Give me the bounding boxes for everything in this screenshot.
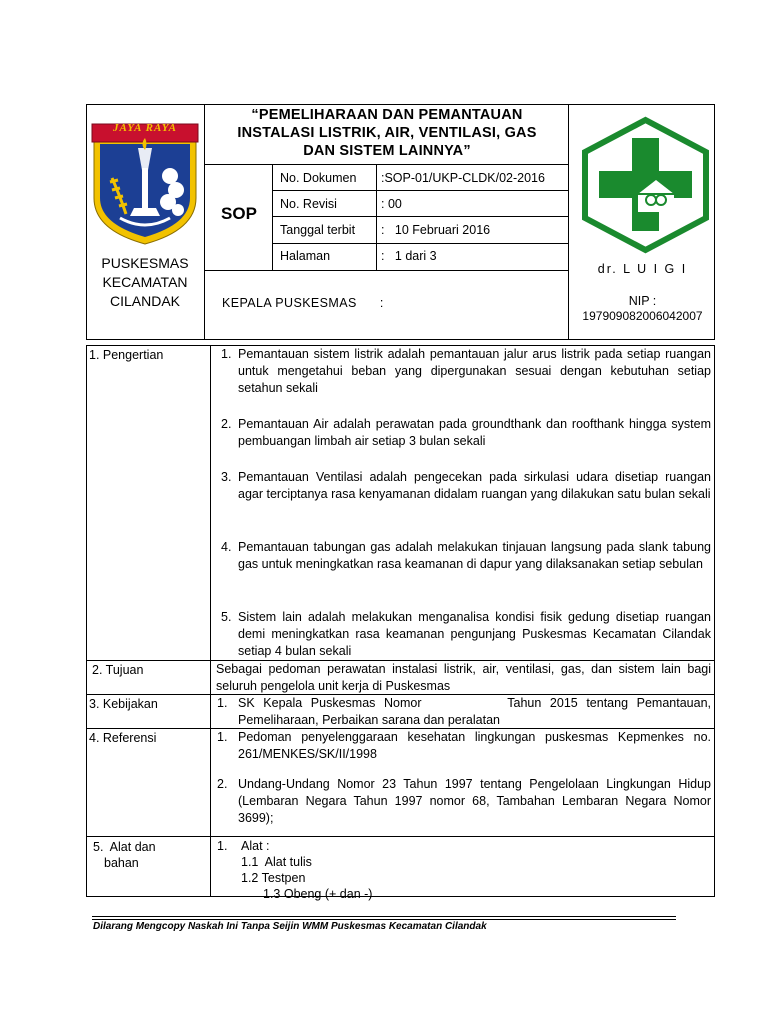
list-item-text: Pemantauan tabungan gas adalah melakukan tinjauan langsung pada slank tabung gas untuk meningkatkan rasa keamanan di dapur yang dilaksanakan setiap sebulan bbox=[238, 540, 711, 571]
issue-date-label: Tanggal terbit bbox=[280, 223, 356, 237]
list-item-number: 5. bbox=[221, 610, 232, 624]
list-item-number: 2. bbox=[221, 417, 232, 431]
alat-heading: Alat : bbox=[241, 839, 270, 853]
puskesmas-cross-logo bbox=[578, 116, 713, 254]
header-divider bbox=[272, 243, 568, 244]
title-line: “PEMELIHARAAN DAN PEMANTAUAN bbox=[251, 107, 523, 123]
logo-banner-text: JAYA RAYA bbox=[113, 122, 177, 134]
header-divider bbox=[272, 216, 568, 217]
list-item-text: Undang-Undang Nomor 23 Tahun 1997 tentang Pengelolaan Lingkungan Hidup (Lembaran Negara Tahun 1997 nomor 68, Tambahan Lembaran Negara Nomor 3699); bbox=[238, 777, 711, 825]
org-name-line: CILANDAK bbox=[109, 293, 181, 309]
section-label-alat: 5. Alat dan bbox=[93, 840, 156, 854]
head-of-puskesmas-label: KEPALA PUSKESMAS : bbox=[222, 296, 384, 310]
section-label-alat-bahan: bahan bbox=[104, 856, 139, 870]
list-item bbox=[217, 695, 715, 729]
list-item-number: 1. bbox=[217, 696, 228, 710]
list-item-text: Pemantauan Ventilasi adalah pengecekan pada sirkulasi udara disetiap ruangan agar terciptanya rasa kenyamanan didalam ruangan yang dilakukan satu bulan sekali bbox=[238, 470, 711, 501]
section-label-kebijakan: 3. Kebijakan bbox=[89, 697, 158, 711]
header-divider bbox=[204, 164, 568, 165]
org-name bbox=[86, 254, 204, 311]
document-title bbox=[206, 106, 568, 160]
alat-sub-item: 1.3 Obeng (+ dan -) bbox=[263, 887, 373, 901]
content-row-divider bbox=[86, 836, 715, 837]
revision-label: No. Revisi bbox=[280, 197, 337, 211]
section-label-pengertian: 1. Pengertian bbox=[89, 348, 164, 362]
nip-label: NIP : bbox=[628, 294, 657, 308]
nip-value: 197909082006042007 bbox=[582, 309, 703, 323]
section-label-tujuan: 2. Tujuan bbox=[92, 663, 144, 677]
list-item-text: Pemantauan sistem listrik adalah pemantauan jalur arus listrik pada setiap ruangan untuk mengetahui beban yang dipergunakan sesuai dengan kebutuhan setiap setahun sekali bbox=[238, 347, 711, 395]
sop-label: SOP bbox=[221, 204, 257, 223]
list-item bbox=[217, 729, 711, 763]
list-item bbox=[221, 469, 711, 503]
org-name-line: KECAMATAN bbox=[102, 274, 188, 290]
title-line: DAN SISTEM LAINNYA” bbox=[303, 143, 471, 159]
list-item bbox=[221, 416, 711, 450]
jaya-raya-emblem-logo bbox=[90, 118, 200, 246]
footer-rule bbox=[92, 916, 676, 917]
alat-heading-number: 1. bbox=[217, 839, 228, 853]
header-divider bbox=[272, 190, 568, 191]
list-item bbox=[217, 776, 711, 827]
page-label: Halaman bbox=[280, 249, 331, 263]
list-item-text: Pedoman penyelenggaraan kesehatan lingkungan puskesmas Kepmenkes no. 261/MENKES/SK/II/1998 bbox=[238, 730, 711, 761]
header-divider bbox=[376, 164, 377, 270]
header-divider bbox=[204, 104, 205, 340]
footer-disclaimer: Dilarang Mengcopy Naskah Ini Tanpa Seijin WMM Puskesmas Kecamatan Cilandak bbox=[93, 921, 487, 932]
list-item-number: 4. bbox=[221, 540, 232, 554]
header-divider bbox=[204, 270, 568, 271]
list-item bbox=[221, 539, 711, 573]
section-label-referensi: 4. Referensi bbox=[89, 731, 157, 745]
list-item-text: Pemantauan Air adalah perawatan pada groundthank dan roofthank hingga system pembuangan limbah air setiap 3 bulan sekali bbox=[238, 417, 711, 448]
revision-value: : 00 bbox=[381, 197, 402, 211]
header-divider bbox=[272, 164, 273, 270]
tujuan-text: Sebagai pedoman perawatan instalasi listrik, air, ventilasi, gas, dan sistem lain bagi seluruh pengelola unit kerja di Puskesmas bbox=[216, 662, 711, 693]
list-item-number: 3. bbox=[221, 470, 232, 484]
header-divider bbox=[568, 104, 569, 340]
signatory-name: dr. L U I G I bbox=[597, 262, 688, 276]
content-column-divider bbox=[210, 345, 211, 897]
alat-sub-item: 1.1 Alat tulis bbox=[241, 855, 312, 869]
list-item bbox=[221, 609, 711, 660]
list-item-number: 2. bbox=[217, 777, 228, 791]
footer-rule bbox=[92, 919, 676, 920]
doc-number-value: :SOP-01/UKP-CLDK/02-2016 bbox=[381, 171, 545, 185]
list-item-number: 1. bbox=[221, 347, 232, 361]
title-line: INSTALASI LISTRIK, AIR, VENTILASI, GAS bbox=[237, 125, 537, 141]
alat-sub-item: 1.2 Testpen bbox=[241, 871, 306, 885]
list-item-text: Sistem lain adalah melakukan menganalisa kondisi fisik gedung disetiap ruangan demi meningkatkan rasa keamanan pengunjang Puskesmas Kecamatan Cilandak setiap 4 bulan sekali bbox=[238, 610, 711, 658]
doc-number-label: No. Dokumen bbox=[280, 171, 357, 185]
page-value: : 1 dari 3 bbox=[381, 249, 437, 263]
list-item-text: SK Kepala Puskesmas Nomor Tahun 2015 tentang Pemantauan, Pemeliharaan, Perbaikan sarana dan peralatan bbox=[238, 696, 715, 727]
list-item-number: 1. bbox=[217, 730, 228, 744]
issue-date-value: : 10 Februari 2016 bbox=[381, 223, 491, 237]
list-item bbox=[221, 346, 711, 397]
org-name-line: PUSKESMAS bbox=[101, 255, 189, 271]
